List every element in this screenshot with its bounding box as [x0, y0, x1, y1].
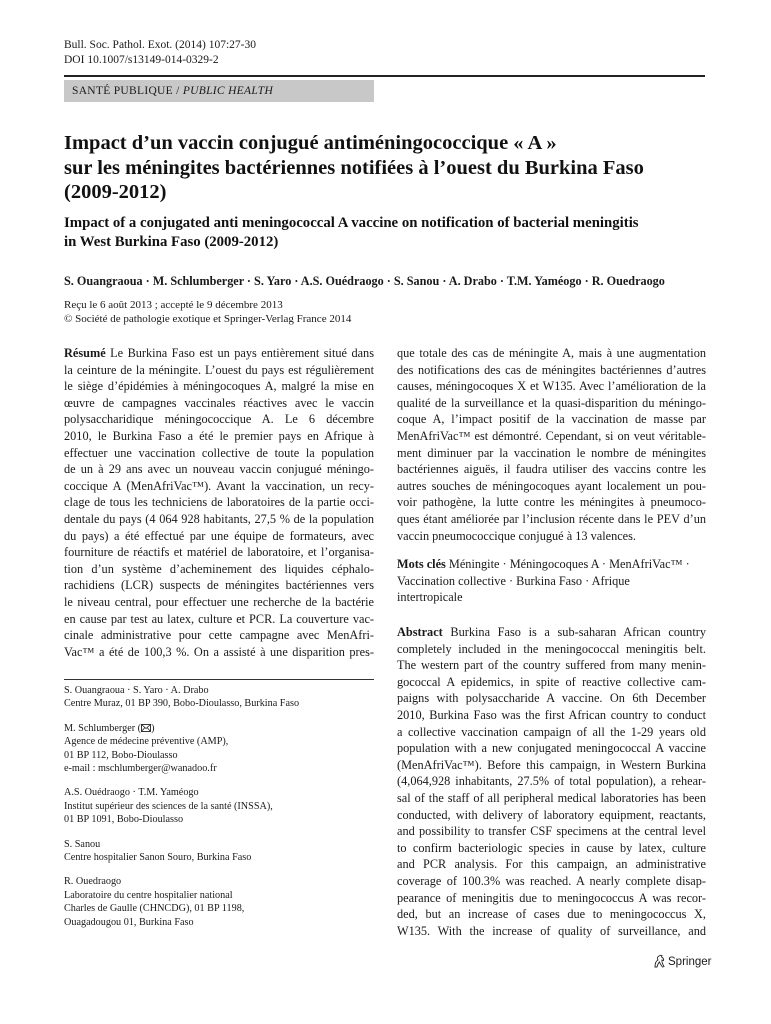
- resume-line: du pays) a été effectué par une équipe de formateurs, avec: [64, 528, 374, 543]
- resume-line: clage de tous les techniciens de laboratoires de la partie occi-: [64, 495, 374, 510]
- affiliation-block: [64, 722, 374, 776]
- abstract-line: pearance of meningitis due to meningococcus A was recor-: [397, 890, 706, 905]
- affiliation-address: Laboratoire du centre hospitalier national: [64, 889, 233, 901]
- abstract-line: gococcal A epidemics, in spite of reactive collective cam-: [397, 674, 706, 689]
- resume-line: autres souches de méningocoques ayant localement un pou-: [397, 478, 706, 493]
- keywords-line: intertropicale: [397, 590, 463, 605]
- journal-header: [64, 38, 256, 68]
- section-label-en: PUBLIC HEALTH: [182, 85, 274, 97]
- title-fr-line: sur les méningites bactériennes notifiées à l’ouest du Burkina Faso: [64, 156, 644, 179]
- resume-line: la ceinture de la méningite. L’ouest du pays est régulièrement: [64, 362, 374, 377]
- resume-label: Résumé: [64, 346, 106, 360]
- abstract-line: ded, but an increase of cases due to meningococcus X,: [397, 907, 706, 922]
- affiliation-block: [64, 786, 374, 826]
- resume-line: fourniture de réactifs et matériel de laboratoire, et l’organisa-: [64, 545, 374, 560]
- resume-line: Vac™ a été de 100,3 %. On a assisté à une disparition pres-: [64, 644, 374, 659]
- title-en-line: in West Burkina Faso (2009-2012): [64, 234, 279, 250]
- resume-column: [64, 345, 374, 660]
- doi: DOI 10.1007/s13149-014-0329-2: [64, 54, 219, 66]
- resume-line: en cause par test au latex, culture et PCR. La couverture vac-: [64, 611, 374, 626]
- abstract-line: completely included in the meningococcal meningitis belt.: [397, 641, 706, 656]
- resume-line: effectuer une vaccination collective de toute la population: [64, 445, 374, 460]
- resume-line: cinale administrative pour cette campagne avec MenAfri-: [64, 628, 374, 643]
- resume-line: voir pathogène, la lutte contre les méningites à pneumoco-: [397, 495, 706, 510]
- affiliation-address: 01 BP 1091, Bobo-Dioulasso: [64, 814, 184, 826]
- resume-line: 2010, le Burkina Faso a été le premier pays en Afrique à: [64, 428, 374, 443]
- resume-line: coccique A (MenAfriVac™). Avant la vaccination, un recy-: [64, 478, 374, 493]
- title-english: [64, 214, 714, 252]
- affiliation-block: [64, 684, 374, 711]
- keywords-line: Mots clés Méningite · Méningocoques A · MenAfriVac™ ·: [397, 557, 690, 571]
- resume-line: ques étant améliorée par l’inclusion récente dans le PEV d’un: [397, 511, 706, 526]
- publisher-name: Springer: [668, 956, 712, 968]
- resume-line: coque A, l’impact positif de la vaccination de masse par: [397, 412, 706, 427]
- section-band: [64, 80, 374, 102]
- resume-line: ment diminuer par la vaccination le nombre de méningites: [397, 445, 706, 460]
- resume-line: causes, méningocoques X et W135. Avec l’amélioration de la: [397, 379, 706, 394]
- title-en-line: Impact of a conjugated anti meningococcal A vaccine on notification of bacterial meningitis: [64, 215, 639, 231]
- abstract-line: population with a new conjugated meningococcal A vaccine: [397, 741, 706, 756]
- springer-horse-icon: [653, 954, 666, 968]
- envelope-icon: [141, 724, 151, 732]
- resume-line: rachidiens (LCR) suspects de méningites bactériennes vers: [64, 578, 374, 593]
- copyright: © Société de pathologie exotique et Springer-Verlag France 2014: [64, 312, 352, 325]
- abstract-line: 2010, Burkina Faso was the first African country to conduct: [397, 707, 706, 722]
- resume-continued-column: [397, 345, 706, 544]
- keywords-label: Mots clés: [397, 557, 446, 571]
- resume-line: bactériennes aiguës, il faudra utiliser des vaccins contre les: [397, 462, 706, 477]
- affiliation-address: Agence de médecine préventive (AMP),: [64, 736, 229, 748]
- abstract-label: Abstract: [397, 625, 443, 639]
- affiliation-address: Centre Muraz, 01 BP 390, Bobo-Dioulasso, Burkina Faso: [64, 698, 300, 710]
- affiliation-address: Charles de Gaulle (CHNCDG), 01 BP 1198,: [64, 903, 245, 915]
- affiliation-address: Institut supérieur des sciences de la santé (INSSA),: [64, 800, 273, 812]
- abstract-line: (MenAfriVac™). Before this campaign, in Western Burkina: [397, 757, 706, 772]
- affiliation-authors: S. Sanou: [64, 838, 101, 850]
- section-label-fr: SANTÉ PUBLIQUE /: [72, 85, 183, 97]
- abstract-line: and PCR analysis. For this campaign, an administrative: [397, 857, 706, 872]
- resume-line: tion d’un système d’acheminement des liquides céphalo-: [64, 561, 374, 576]
- resume-line: le niveau central, pour effectuer une recherche de la bactérie: [64, 594, 374, 609]
- abstract-line: Abstract Burkina Faso is a sub-saharan African country: [397, 625, 706, 639]
- abstract-line: and possibility to transfer CSF specimens at the central level: [397, 824, 706, 839]
- abstract-line: a collective vaccination campaign of all the 1-29 years old: [397, 724, 706, 739]
- abstract-line: (4,064,928 inhabitants, 27.5% of total population), a rehear-: [397, 774, 706, 789]
- abstract-line: to confirm bacteriologic species in cause by latex, culture: [397, 840, 706, 855]
- resume-line: de un à 29 ans avec un nouveau vaccin conjugué méningo-: [64, 462, 374, 477]
- affiliation-address: Centre hospitalier Sanon Souro, Burkina Faso: [64, 852, 252, 864]
- resume-line: dentale du pays (4 064 928 habitants, 27,5 % de la population: [64, 511, 374, 526]
- abstract-line: The western part of the country suffered from many menin-: [397, 658, 706, 673]
- affiliation-authors: A.S. Ouédraogo · T.M. Yaméogo: [64, 787, 199, 799]
- journal-citation: Bull. Soc. Pathol. Exot. (2014) 107:27-30: [64, 39, 256, 51]
- resume-line: vaccin pneumococcique conjugué à 13 valences.: [397, 528, 637, 543]
- title-french: [64, 131, 714, 205]
- received-accepted: Reçu le 6 août 2013 ; accepté le 9 décembre 2013: [64, 299, 283, 311]
- affiliation-authors: R. Ouedraogo: [64, 876, 122, 888]
- resume-line: polysaccharidique méningococcique A. Le 6 décembre: [64, 412, 374, 427]
- abstract-column: [397, 624, 706, 939]
- affiliation-address: Ouagadougou 01, Burkina Faso: [64, 916, 194, 928]
- abstract-line: W135. With the increase of quality of surveillance, and: [397, 923, 706, 938]
- abstract-line: sal of the staff of all peripheral medical laboratories has been: [397, 790, 706, 805]
- abstract-line: paigns with polysaccharide A vaccine. On 6th December: [397, 691, 706, 706]
- publisher-mark: [653, 954, 711, 970]
- title-fr-line: Impact d’un vaccin conjugué antiméningococcique « A »: [64, 132, 557, 154]
- resume-line: que totale des cas de méningite A, mais à une augmentation: [397, 346, 706, 360]
- resume-line: Résumé Le Burkina Faso est un pays entièrement situé dans: [64, 346, 374, 360]
- keywords-line: Vaccination collective · Burkina Faso · Afrique: [397, 573, 630, 588]
- affiliations: [64, 684, 374, 940]
- keywords: [397, 556, 706, 606]
- resume-line: le siège d’épidémies à méningocoques A, malgré la mise en: [64, 379, 374, 394]
- author-list: S. Ouangraoua · M. Schlumberger · S. Yaro · A.S. Ouédraogo · S. Sanou · A. Drabo · T.M. Yaméogo · R. Ouedraogo: [64, 274, 665, 288]
- affiliation-block: [64, 875, 374, 929]
- resume-line: MenAfriVac™ est démontré. Cependant, si on veut véritable-: [397, 428, 706, 443]
- affiliation-block: [64, 838, 374, 865]
- resume-line: qualité de la surveillance et la quasi-disparition du méningo-: [397, 395, 706, 410]
- affiliation-address: 01 BP 112, Bobo-Dioulasso: [64, 749, 178, 761]
- article-dates: [64, 299, 351, 326]
- resume-line: des notifications des cas de méningites bactériennes d’autres: [397, 362, 706, 377]
- abstract-line: conducted, with delivery of laboratory equipment, reactants,: [397, 807, 706, 822]
- abstract-line: coverage of 100.3% was reached. A nearly complete disap-: [397, 873, 706, 888]
- affiliation-rule: [64, 679, 374, 680]
- affiliation-authors: S. Ouangraoua · S. Yaro · A. Drabo: [64, 685, 209, 696]
- affiliation-authors: M. Schlumberger ( ): [64, 722, 155, 734]
- header-rule: [64, 75, 705, 77]
- affiliation-email[interactable]: e-mail : mschlumberger@wanadoo.fr: [64, 763, 217, 775]
- title-fr-line: (2009-2012): [64, 181, 167, 203]
- resume-line: œuvre de campagnes vaccinales réactives avec le vaccin: [64, 395, 374, 410]
